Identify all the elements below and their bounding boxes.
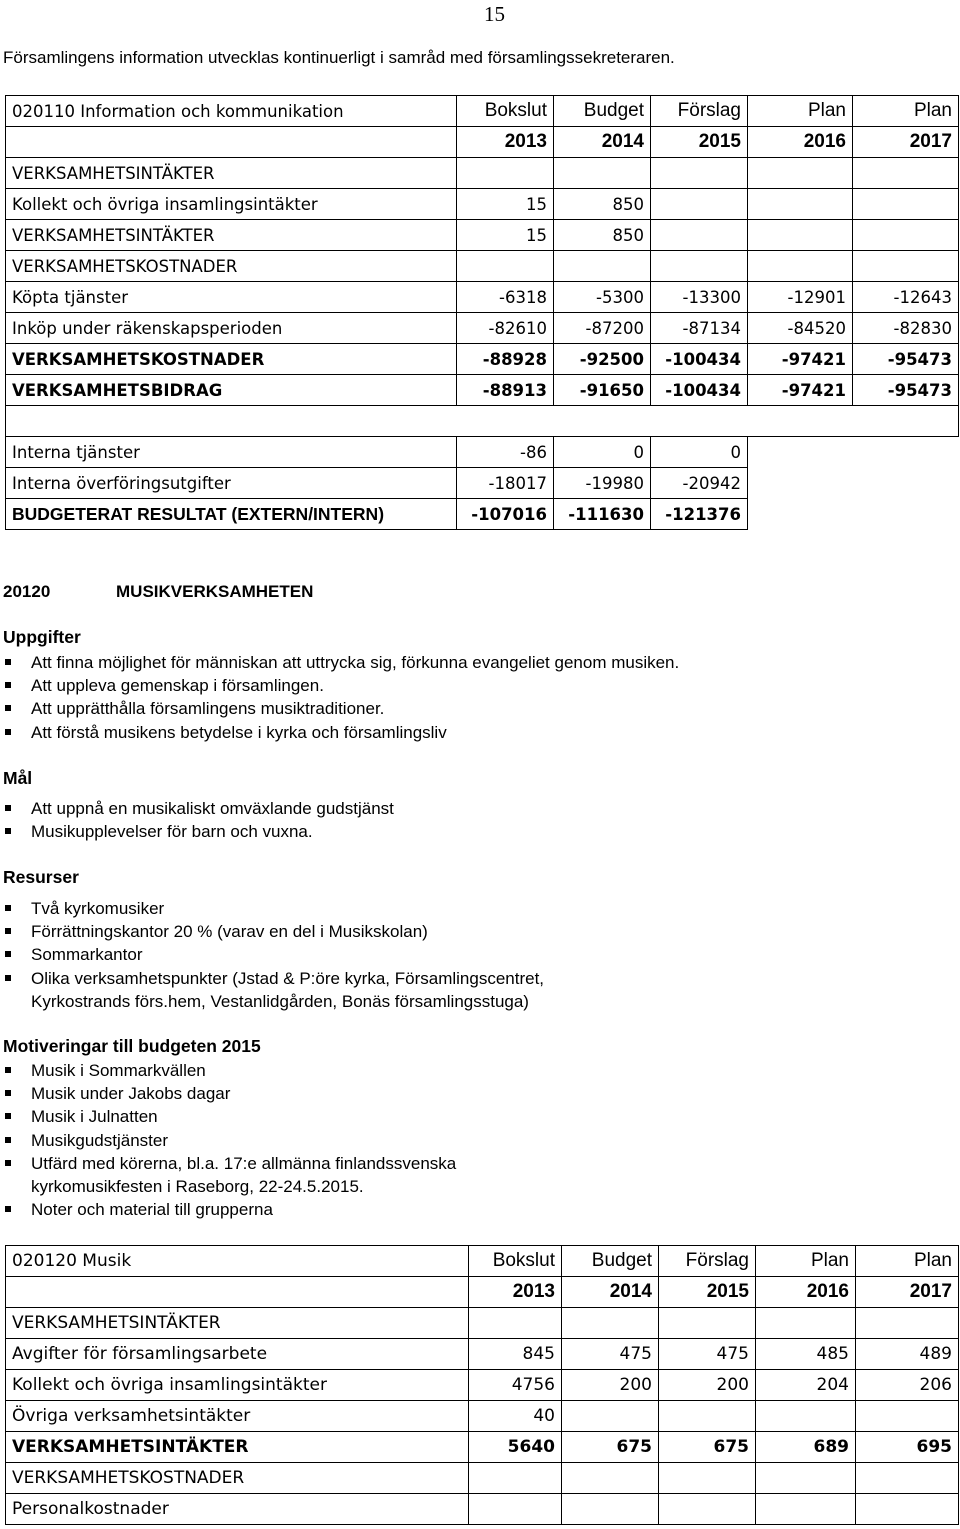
value-cell: 475: [562, 1339, 659, 1370]
empty-cell: [748, 499, 853, 530]
table-year-row: [6, 1277, 959, 1308]
table-internal-body: [6, 437, 959, 530]
value-cell: 200: [562, 1370, 659, 1401]
list-item: [3, 920, 943, 943]
table-row: [6, 1463, 959, 1494]
column-header: Plan: [748, 96, 853, 127]
square-bullet-icon: [5, 1160, 11, 1166]
list-item-text: Förrättningskantor 20 % (varav en del i Musikskolan): [31, 922, 428, 942]
value-cell: 845: [469, 1339, 562, 1370]
square-bullet-icon: [5, 682, 11, 688]
motivations-heading: Motiveringar till budgeten 2015: [3, 1036, 261, 1056]
table-body: [6, 1308, 959, 1525]
table-header-row: [6, 96, 959, 127]
empty-cell: [748, 437, 853, 468]
row-label: VERKSAMHETSINTÄKTER: [6, 1432, 469, 1463]
empty-cell: [6, 127, 457, 158]
list-item-text: Två kyrkomusiker: [31, 899, 165, 918]
value-cell: [562, 1494, 659, 1525]
section-title: MUSIKVERKSAMHETEN: [116, 582, 314, 601]
row-label: VERKSAMHETSINTÄKTER: [6, 158, 457, 189]
row-label: VERKSAMHETSKOSTNADER: [6, 1463, 469, 1494]
table-title: 020110 Information och kommunikation: [6, 96, 457, 127]
list-item-text: Musik i Sommarkvällen: [31, 1061, 206, 1080]
list-item-text: Musik under Jakobs dagar: [31, 1084, 231, 1104]
row-label: Personalkostnader: [6, 1494, 469, 1525]
value-cell: [856, 1401, 959, 1432]
column-header: Förslag: [651, 96, 748, 127]
value-cell: 689: [756, 1432, 856, 1463]
value-cell: [853, 220, 959, 251]
value-cell: -18017: [457, 468, 554, 499]
value-cell: 204: [756, 1370, 856, 1401]
table-row: [6, 251, 959, 282]
value-cell: -88928: [457, 344, 554, 375]
table-header-row: [6, 1246, 959, 1277]
table-row: [6, 158, 959, 189]
list-item-text: Sommarkantor: [31, 945, 143, 965]
list-item: [3, 674, 943, 697]
year-header: 2013: [469, 1277, 562, 1308]
value-cell: -97421: [748, 375, 853, 406]
column-header: Budget: [562, 1246, 659, 1277]
value-cell: 200: [659, 1370, 756, 1401]
page-number: 15: [484, 2, 505, 26]
row-label: VERKSAMHETSINTÄKTER: [6, 220, 457, 251]
value-cell: [756, 1463, 856, 1494]
value-cell: [469, 1308, 562, 1339]
year-header: 2016: [756, 1277, 856, 1308]
value-cell: -87134: [651, 313, 748, 344]
value-cell: [756, 1308, 856, 1339]
year-header: 2017: [856, 1277, 959, 1308]
list-item: [3, 1059, 943, 1082]
value-cell: [756, 1401, 856, 1432]
square-bullet-icon: [5, 1067, 11, 1073]
list-item-text: Musikupplevelser för barn och vuxna.: [31, 822, 313, 842]
value-cell: [856, 1463, 959, 1494]
column-header: Plan: [756, 1246, 856, 1277]
value-cell: [469, 1494, 562, 1525]
value-cell: [748, 220, 853, 251]
motivations-list: [3, 1059, 943, 1221]
value-cell: [554, 158, 651, 189]
row-label: Övriga verksamhetsintäkter: [6, 1401, 469, 1432]
list-item: [3, 990, 943, 1013]
value-cell: 5640: [469, 1432, 562, 1463]
year-header: 2017: [853, 127, 959, 158]
value-cell: [853, 251, 959, 282]
value-cell: 695: [856, 1432, 959, 1463]
value-cell: -95473: [853, 375, 959, 406]
value-cell: [748, 189, 853, 220]
list-item-text: Att förstå musikens betydelse i kyrka och församlingsliv: [31, 722, 447, 742]
square-bullet-icon: [5, 1137, 11, 1143]
value-cell: [748, 251, 853, 282]
value-cell: -82610: [457, 313, 554, 344]
table-body: [6, 158, 959, 406]
table-row: [6, 437, 959, 468]
value-cell: 675: [562, 1432, 659, 1463]
value-cell: [856, 1308, 959, 1339]
tasks-heading: Uppgifter: [3, 627, 81, 647]
list-item-text: Att finna möjlighet för människan att uttrycka sig, förkunna evangeliet genom musiken.: [31, 653, 680, 672]
list-item: [3, 1198, 943, 1221]
value-cell: [651, 220, 748, 251]
list-item: [3, 1129, 943, 1152]
list-item: [3, 967, 943, 990]
year-header: 2014: [562, 1277, 659, 1308]
square-bullet-icon: [5, 828, 11, 834]
list-item-text: Kyrkostrands förs.hem, Vestanlidgården, Bonäs församlingsstuga): [31, 991, 529, 1011]
value-cell: -84520: [748, 313, 853, 344]
value-cell: -20942: [651, 468, 748, 499]
square-bullet-icon: [5, 1206, 11, 1212]
value-cell: 15: [457, 189, 554, 220]
value-cell: -12643: [853, 282, 959, 313]
table-row: [6, 1308, 959, 1339]
value-cell: 4756: [469, 1370, 562, 1401]
value-cell: 675: [659, 1432, 756, 1463]
empty-cell: [853, 437, 959, 468]
section-code: 20120: [3, 582, 51, 601]
list-item-text: Utfärd med körerna, bl.a. 17:e allmänna finlandssvenska: [31, 1153, 457, 1173]
row-label: Kollekt och övriga insamlingsintäkter: [6, 189, 457, 220]
value-cell: [651, 158, 748, 189]
list-item-text: Noter och material till grupperna: [31, 1200, 273, 1220]
value-cell: -19980: [554, 468, 651, 499]
square-bullet-icon: [5, 928, 11, 934]
value-cell: -5300: [554, 282, 651, 313]
value-cell: 850: [554, 189, 651, 220]
section-heading: [3, 582, 953, 602]
column-header: Plan: [853, 96, 959, 127]
value-cell: [457, 251, 554, 282]
empty-cell: [853, 468, 959, 499]
list-item: [3, 1105, 943, 1128]
list-item: [3, 897, 943, 920]
row-label: Interna tjänster: [6, 437, 457, 468]
value-cell: -13300: [651, 282, 748, 313]
table-row: [6, 220, 959, 251]
value-cell: 15: [457, 220, 554, 251]
year-header: 2015: [651, 127, 748, 158]
empty-cell: [853, 499, 959, 530]
value-cell: -88913: [457, 375, 554, 406]
value-cell: -97421: [748, 344, 853, 375]
resources-heading: Resurser: [3, 867, 79, 887]
list-item: [3, 1082, 943, 1105]
table-title: 020120 Musik: [6, 1246, 469, 1277]
value-cell: 0: [554, 437, 651, 468]
value-cell: 489: [856, 1339, 959, 1370]
row-label: Avgifter för församlingsarbete: [6, 1339, 469, 1370]
empty-cell: [748, 468, 853, 499]
square-bullet-icon: [5, 975, 11, 981]
budget-table-music: [5, 1245, 959, 1525]
value-cell: 0: [651, 437, 748, 468]
row-label: VERKSAMHETSINTÄKTER: [6, 1308, 469, 1339]
tasks-list: [3, 651, 943, 744]
value-cell: -107016: [457, 499, 554, 530]
table-row: [6, 1432, 959, 1463]
row-label: Köpta tjänster: [6, 282, 457, 313]
value-cell: -95473: [853, 344, 959, 375]
row-label: Kollekt och övriga insamlingsintäkter: [6, 1370, 469, 1401]
table-row: [6, 499, 959, 530]
list-item-text: Att uppnå en musikaliskt omväxlande gudstjänst: [31, 799, 394, 818]
column-header: Bokslut: [457, 96, 554, 127]
year-header: 2015: [659, 1277, 756, 1308]
table-row: [6, 282, 959, 313]
resources-list: [3, 897, 943, 1013]
row-label: Inköp under räkenskapsperioden: [6, 313, 457, 344]
value-cell: 206: [856, 1370, 959, 1401]
value-cell: -92500: [554, 344, 651, 375]
row-label: VERKSAMHETSKOSTNADER: [6, 251, 457, 282]
value-cell: 475: [659, 1339, 756, 1370]
value-cell: [659, 1401, 756, 1432]
value-cell: -12901: [748, 282, 853, 313]
value-cell: [659, 1308, 756, 1339]
goals-heading: Mål: [3, 768, 33, 788]
value-cell: [554, 251, 651, 282]
list-item-text: Att upprätthålla församlingens musiktraditioner.: [31, 699, 385, 719]
value-cell: [748, 158, 853, 189]
value-cell: [651, 251, 748, 282]
empty-cell: [6, 406, 959, 437]
table-row: [6, 375, 959, 406]
square-bullet-icon: [5, 729, 11, 735]
column-header: Plan: [856, 1246, 959, 1277]
table-row: [6, 1370, 959, 1401]
table-row: [6, 313, 959, 344]
intro-text: Församlingens information utvecklas kontinuerligt i samråd med församlingssekreteraren.: [3, 48, 675, 67]
row-label: Interna överföringsutgifter: [6, 468, 457, 499]
square-bullet-icon: [5, 1113, 11, 1119]
budget-table-information: [5, 95, 959, 530]
value-cell: [659, 1494, 756, 1525]
list-item-text: Olika verksamhetspunkter (Jstad & P:öre kyrka, Församlingscentret,: [31, 968, 545, 988]
blank-row: [6, 406, 959, 437]
table-row: [6, 1401, 959, 1432]
table-year-row: [6, 127, 959, 158]
value-cell: [457, 158, 554, 189]
value-cell: -111630: [554, 499, 651, 530]
square-bullet-icon: [5, 805, 11, 811]
table-row: [6, 468, 959, 499]
row-label: BUDGETERAT RESULTAT (EXTERN/INTERN): [6, 499, 457, 530]
list-item-text: Att uppleva gemenskap i församlingen.: [31, 676, 324, 696]
value-cell: [651, 189, 748, 220]
value-cell: [562, 1401, 659, 1432]
list-item: [3, 721, 943, 744]
value-cell: [562, 1463, 659, 1494]
list-item-text: Musikgudstjänster: [31, 1130, 169, 1150]
value-cell: -91650: [554, 375, 651, 406]
list-item-text: kyrkomusikfesten i Raseborg, 22-24.5.2015.: [31, 1177, 364, 1197]
value-cell: -100434: [651, 375, 748, 406]
value-cell: 40: [469, 1401, 562, 1432]
value-cell: [856, 1494, 959, 1525]
square-bullet-icon: [5, 659, 11, 665]
square-bullet-icon: [5, 905, 11, 911]
table-row: [6, 1494, 959, 1525]
year-header: 2014: [554, 127, 651, 158]
table-row: [6, 1339, 959, 1370]
table-row: [6, 189, 959, 220]
row-label: VERKSAMHETSKOSTNADER: [6, 344, 457, 375]
value-cell: [853, 158, 959, 189]
value-cell: 485: [756, 1339, 856, 1370]
value-cell: -121376: [651, 499, 748, 530]
list-item: [3, 697, 943, 720]
list-item: [3, 1175, 943, 1198]
value-cell: [853, 189, 959, 220]
value-cell: [756, 1494, 856, 1525]
row-label: VERKSAMHETSBIDRAG: [6, 375, 457, 406]
list-item: [3, 943, 943, 966]
goals-list: [3, 797, 943, 843]
list-item: [3, 797, 943, 820]
value-cell: -100434: [651, 344, 748, 375]
list-item-text: Musik i Julnatten: [31, 1107, 158, 1127]
value-cell: [562, 1308, 659, 1339]
list-item: [3, 651, 943, 674]
square-bullet-icon: [5, 1090, 11, 1096]
square-bullet-icon: [5, 705, 11, 711]
year-header: 2016: [748, 127, 853, 158]
column-header: Förslag: [659, 1246, 756, 1277]
column-header: Bokslut: [469, 1246, 562, 1277]
value-cell: -87200: [554, 313, 651, 344]
value-cell: 850: [554, 220, 651, 251]
list-item: [3, 1152, 943, 1175]
square-bullet-icon: [5, 951, 11, 957]
empty-cell: [6, 1277, 469, 1308]
value-cell: -86: [457, 437, 554, 468]
value-cell: [659, 1463, 756, 1494]
list-item: [3, 820, 943, 843]
value-cell: -6318: [457, 282, 554, 313]
value-cell: [469, 1463, 562, 1494]
column-header: Budget: [554, 96, 651, 127]
value-cell: -82830: [853, 313, 959, 344]
year-header: 2013: [457, 127, 554, 158]
table-row: [6, 344, 959, 375]
